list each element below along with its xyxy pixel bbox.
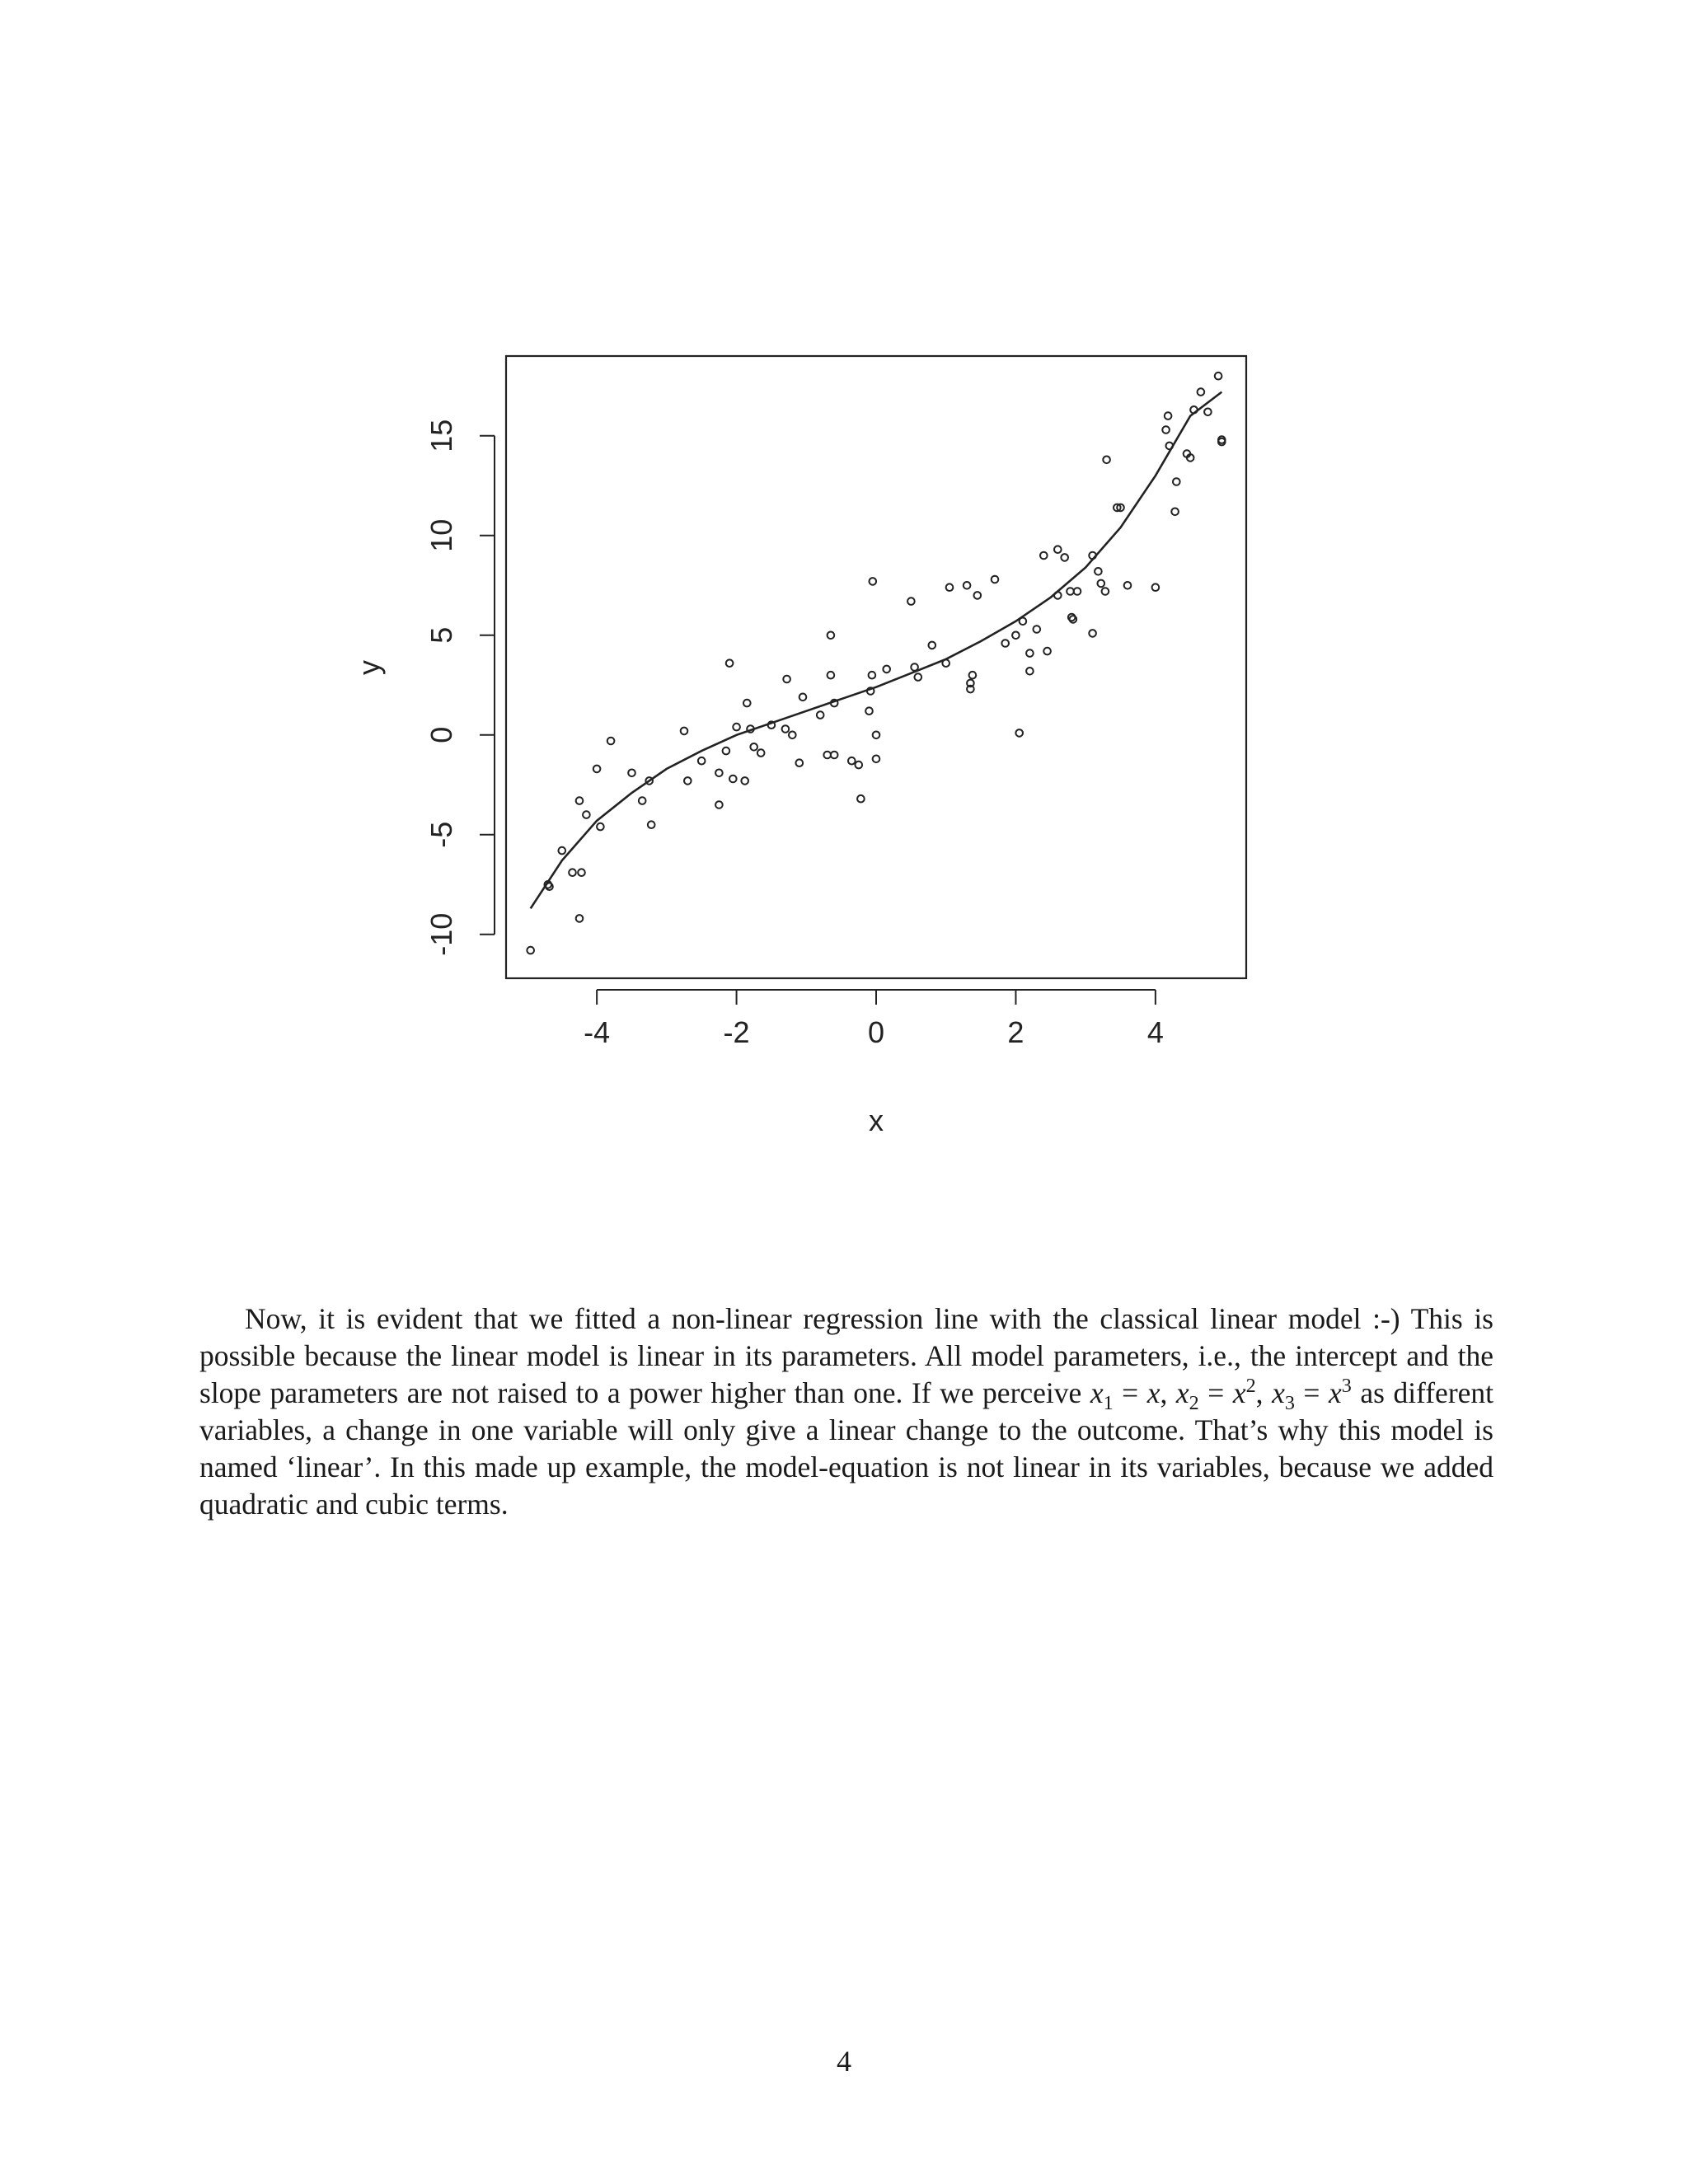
data-point bbox=[1012, 632, 1020, 640]
data-point bbox=[1054, 592, 1062, 599]
data-point bbox=[715, 801, 723, 808]
data-point bbox=[715, 770, 723, 777]
data-point bbox=[1173, 478, 1180, 485]
data-point bbox=[1152, 583, 1160, 591]
data-point bbox=[873, 756, 880, 763]
math-subscript: 1 bbox=[1103, 1392, 1114, 1415]
data-point bbox=[817, 711, 824, 719]
data-point bbox=[1026, 668, 1034, 675]
x-tick-label: 0 bbox=[867, 1015, 885, 1049]
math-var: x bbox=[1146, 1376, 1160, 1409]
math-subscript: 3 bbox=[1284, 1392, 1295, 1415]
x-tick-label: 4 bbox=[1146, 1015, 1164, 1049]
plot-frame bbox=[506, 356, 1246, 978]
data-point bbox=[583, 811, 590, 818]
data-point bbox=[865, 707, 873, 715]
math-var: x bbox=[1175, 1376, 1189, 1409]
data-point bbox=[782, 725, 790, 733]
paragraph-text-part1: Now, it is evident that we fitted a non-linear regression line with the classical linear model :-) This is possible because the linear model is linear in its parameters. All model parameters, i.e., the intercept and the slope parameters are not raised to a power higher than one. If we perceive bbox=[199, 1302, 1493, 1409]
data-point bbox=[964, 582, 971, 589]
math-var: x bbox=[1272, 1376, 1285, 1409]
y-tick-label: 15 bbox=[424, 419, 458, 452]
data-point bbox=[1043, 648, 1051, 655]
math-subscript: 2 bbox=[1189, 1392, 1199, 1415]
data-point bbox=[1103, 457, 1110, 464]
page-number: 4 bbox=[837, 2045, 851, 2078]
data-point bbox=[992, 576, 999, 583]
y-axis bbox=[424, 419, 495, 956]
data-point bbox=[1040, 552, 1048, 560]
data-point bbox=[1026, 649, 1034, 657]
data-point bbox=[733, 724, 740, 731]
math-comma: , bbox=[1255, 1376, 1273, 1409]
data-point bbox=[684, 777, 692, 785]
data-point bbox=[946, 583, 954, 591]
data-point bbox=[1001, 640, 1009, 647]
data-point bbox=[607, 738, 615, 745]
data-point bbox=[1020, 618, 1027, 626]
body-paragraph bbox=[199, 1301, 1493, 1523]
data-point bbox=[1198, 388, 1205, 396]
data-point bbox=[1102, 588, 1109, 595]
data-point bbox=[597, 823, 604, 831]
data-point bbox=[578, 869, 585, 876]
y-tick-label: -5 bbox=[424, 821, 458, 848]
data-point bbox=[1054, 546, 1062, 553]
data-point bbox=[783, 676, 790, 683]
math-equals: = bbox=[1113, 1376, 1147, 1409]
data-point bbox=[527, 947, 534, 954]
data-point bbox=[796, 759, 804, 766]
data-point bbox=[929, 642, 936, 649]
paragraph-text-part2: as different variables, a change in one variable will only give a linear change to the outcome. That’s why this model is named ‘linear’. In this made up example, the model-equation is not linear in its variables, because we added quadratic and cubic terms. bbox=[199, 1376, 1494, 1521]
data-point bbox=[828, 632, 835, 640]
data-point bbox=[698, 757, 706, 765]
data-point bbox=[1124, 582, 1132, 589]
data-point bbox=[1061, 554, 1068, 561]
data-point bbox=[828, 672, 835, 679]
data-point bbox=[639, 797, 646, 804]
data-point bbox=[942, 659, 950, 667]
data-point bbox=[757, 749, 765, 757]
y-axis-label: y bbox=[352, 660, 386, 675]
data-point bbox=[726, 659, 734, 667]
data-point bbox=[1067, 588, 1074, 595]
fitted-regression-line bbox=[531, 392, 1222, 909]
math-var: x bbox=[1328, 1376, 1342, 1409]
data-point bbox=[1089, 630, 1096, 637]
x-tick-label: 2 bbox=[1007, 1015, 1025, 1049]
math-var: x bbox=[1090, 1376, 1104, 1409]
data-point bbox=[870, 578, 877, 585]
data-point bbox=[907, 598, 915, 605]
data-point bbox=[1171, 509, 1179, 516]
x-tick-label: -4 bbox=[584, 1015, 611, 1049]
data-point bbox=[883, 666, 890, 673]
data-point bbox=[559, 847, 566, 855]
data-point bbox=[873, 732, 880, 739]
data-point bbox=[1074, 588, 1081, 595]
math-superscript: 2 bbox=[1245, 1375, 1256, 1398]
y-tick-label: -10 bbox=[424, 912, 458, 956]
data-point bbox=[1215, 373, 1222, 380]
data-point bbox=[750, 743, 757, 751]
y-tick-label: 5 bbox=[424, 626, 458, 644]
data-point bbox=[729, 776, 737, 783]
data-point bbox=[648, 821, 655, 828]
x-axis-label: x bbox=[869, 1104, 884, 1137]
data-points bbox=[527, 373, 1225, 954]
data-point bbox=[856, 762, 863, 769]
x-axis bbox=[584, 990, 1164, 1049]
data-point bbox=[915, 673, 922, 681]
data-point bbox=[1098, 580, 1105, 588]
data-point bbox=[1165, 412, 1172, 419]
data-point bbox=[1095, 568, 1102, 575]
data-point bbox=[741, 777, 748, 785]
x-tick-label: -2 bbox=[723, 1015, 750, 1049]
data-point bbox=[1015, 729, 1023, 737]
data-point bbox=[831, 752, 838, 759]
math-equals: = bbox=[1294, 1376, 1329, 1409]
data-point bbox=[1204, 409, 1212, 416]
math-var: x bbox=[1232, 1376, 1246, 1409]
data-point bbox=[576, 797, 584, 804]
data-point bbox=[974, 592, 982, 599]
data-point bbox=[848, 757, 856, 765]
math-equals: = bbox=[1198, 1376, 1233, 1409]
data-point bbox=[869, 672, 876, 679]
data-point bbox=[723, 748, 730, 755]
data-point bbox=[1034, 626, 1041, 633]
y-tick-label: 0 bbox=[424, 726, 458, 743]
data-point bbox=[857, 795, 865, 803]
data-point bbox=[799, 694, 807, 701]
inline-math bbox=[1090, 1375, 1352, 1415]
data-point bbox=[593, 766, 601, 773]
data-point bbox=[681, 728, 688, 735]
y-tick-label: 10 bbox=[424, 518, 458, 552]
data-point bbox=[576, 915, 584, 922]
data-point bbox=[1162, 426, 1170, 434]
data-point bbox=[569, 869, 576, 876]
data-point bbox=[628, 770, 635, 777]
math-superscript: 3 bbox=[1341, 1375, 1352, 1398]
data-point bbox=[789, 732, 796, 739]
math-comma: , bbox=[1160, 1376, 1176, 1409]
data-point bbox=[743, 700, 751, 707]
data-point bbox=[823, 752, 831, 759]
data-point bbox=[911, 663, 918, 671]
data-point bbox=[969, 672, 977, 679]
